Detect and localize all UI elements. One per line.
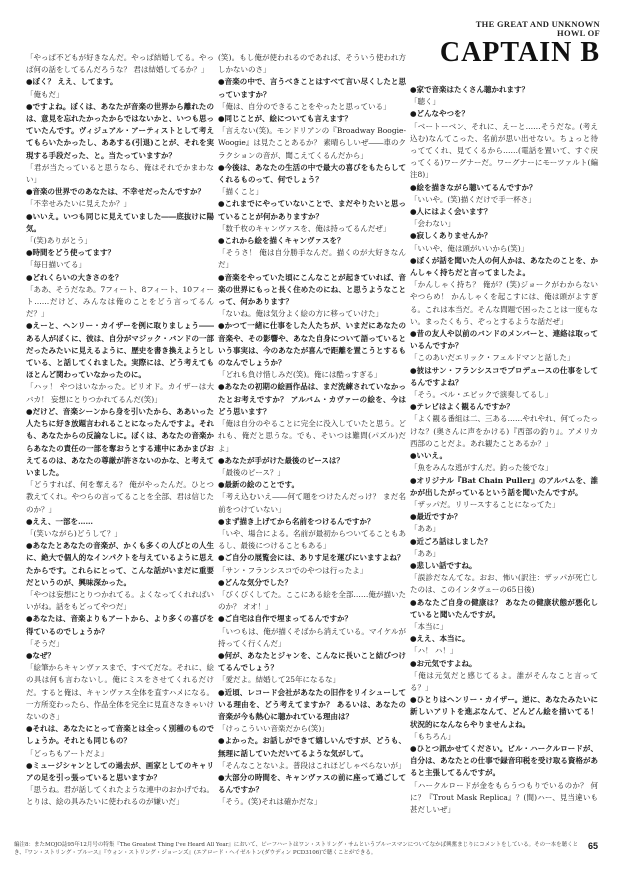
interview-answer: 「ベートーベン、それに、えーと……そうだな。(考え込む)なんてこった、名前が思い出せない。ちょっと待っててくれ、見てくるから……(電話を置いて、すぐ戻ってくる)ワーグナーだ。ワーグナーにモーツァルト(編注8)」 <box>410 121 598 180</box>
interview-answer: 「数千枚のキャンヴァスを、俺は持ってるんだぜ」 <box>218 223 391 233</box>
interview-question: ●近頃、レコード会社があなたの旧作をリイシューしている理由を、どう考えてますか？ あるいは、あなたの音楽が今も熱心に聴かれている理由は？ <box>218 687 406 721</box>
interview-answer: 「毎日描いてる」 <box>26 260 86 270</box>
interview-answer: 「どっちもアートだよ」 <box>26 748 109 758</box>
interview-answer: 「もちろん」 <box>410 731 455 741</box>
interview-question: ●ぼくが話を聞いた人の何人かは、あなたのことを、かんしゃく持ちだと言ってましたよ。 <box>410 255 598 278</box>
interview-question: ●時間をどう使ってます？ <box>26 248 116 258</box>
interview-answer: 「いいや、俺は頭がいいから(笑)」 <box>410 243 529 253</box>
interview-answer: 「ハ！ ハ！」 <box>410 646 458 656</box>
interview-answer: 「ハッ！ やつはいなかった。ピリオド。カイザーは大バカ！ 妄想にとりつかれてるんだ(笑)」 <box>26 382 214 404</box>
interview-question: ●人にはよく会います？ <box>410 207 492 217</box>
interview-answer: 「よく観る番組は二、三ある……やれやれ、何てったっけな？(奥さんに声をかける)『西部の釣り』。アメリカ西部のことだよ。あれ観たことあるか？」 <box>410 414 598 448</box>
interview-answer: 「どれも負け惜しみだ(笑)。俺には酷っすぎる」 <box>218 370 382 380</box>
interview-question: ●どんなやつを？ <box>410 109 470 119</box>
captain-b-logo <box>412 20 600 76</box>
interview-answer: 「思うね。君が話してくれたような連中のおかげでね。とりは、絵の具みたいに使われるのが嫌いだ」 <box>26 785 214 807</box>
interview-answer: 「どうすれば、何を奪える？ 俺がやったんだ。ひとつ教えてくれ。やつらの言ってることを全部、君は信じたのか？」 <box>26 480 214 514</box>
interview-question: ●ご自宅は自作で埋まってるんですか？ <box>218 614 353 624</box>
interview-answer: 「愛だよ。結婚して25年になるな」 <box>218 675 341 685</box>
interview-answer: 「いいや。(笑)描くだけで手一杯さ」 <box>410 194 536 204</box>
interview-answer: 「ないね。俺は気分よく絵の方に移っていけた」 <box>218 309 383 319</box>
interview-question: ●昔の友人や以前のバンドのメンバーと、連絡は取っているんですか？ <box>410 329 598 351</box>
interview-question: ●どんな気分でした？ <box>218 577 293 587</box>
interview-question: ●彼はサン・フランシスコでプロデュースの仕事をしてるんですよね？ <box>410 365 598 387</box>
page-number: 65 <box>587 841 598 851</box>
interview-answer: 「(笑)ありがとう」 <box>26 236 92 246</box>
interview-question: ●ひとりはヘンリー・カイザー。逆に、あなたみたいに新しいアリトを進ぶなんて、どんどん絵を描いてる！ 状況的になんならやりませんよね。 <box>410 695 598 729</box>
interview-answer: 「このあいだエリック・フェルドマンと話した」 <box>410 353 575 363</box>
interview-answer: 「やっぱ不どもが好きなんだ。やっぱ結婚してる。やっぱ何の話をしてるんだろうな？ 君は結婚してるか？」 <box>26 53 214 75</box>
interview-question: ●これまでにやっていないことで、まだやりたいと思っていることが何かありますか？ <box>218 199 406 221</box>
interview-answer: 「(笑いながら)どうして？」 <box>26 528 122 538</box>
interview-answer: 「かんしゃく持ち？ 俺が？(笑)ジョークがわからないやつらめ！ かんしゃくを起こすには、俺は頭がよすぎる。これは本当だ。そんな問題で困ったことは一度もない。まったくもう、ぞっとするような話だぜ」 <box>410 280 598 326</box>
interview-question: ●ええ、本当に。 <box>410 634 470 644</box>
interview-question: ●いいえ。 <box>410 451 447 461</box>
interview-question: ●ですよね。ぼくは、あなたが音楽の世界から離れたのは、意見を忘れたかったからではないかと、いつも思っていたんです。ヴィジュアル・アーティストとして考えてもらいたかったし、ああする(引退)ことが、それを実現する手段だった、と。当たっていますか？ <box>26 101 214 160</box>
interview-answer: 「びくびくしてた。ここにある絵を全部……俺が描いたのか？ オオ！」 <box>218 589 406 612</box>
interview-answer: 「言えない(笑)。モンドリアンの『Broadway Boogie-Woogie』は見たことあるか？ 素晴らしいぜ――車のクラクションの音が、聞こえてくるんだから」 <box>218 126 406 160</box>
interview-answer: 「会わない」 <box>410 219 455 229</box>
interview-question: ●最近ですか？ <box>410 512 462 522</box>
interview-answer: 「魚をみんな逃がすんだ。釣った後でな」 <box>410 463 553 473</box>
interview-answer: 「そうだ」 <box>26 638 64 648</box>
interview-question: ●なぜ？ <box>26 650 56 660</box>
text-column-1 <box>26 52 214 832</box>
interview-question: ●まず描き上げてから名前をつけるんですか？ <box>218 516 375 526</box>
interview-answer: 「俺もだ」 <box>26 89 64 99</box>
interview-question: ●えーと、ヘンリー・カイザーを例に取りましょう――ある人がぼくに、彼は、自分がマジック・バンドの一部だったみたいに見えるように、歴史を書き換えようとしている、と話してくれました。実際には、どう考えてもほとんど関わっていなかったのに。 <box>26 321 214 380</box>
interview-question: ●テレビはよく観るんですか？ <box>410 402 514 412</box>
interview-question: ●それは、あなたにとって音楽とは全っく別種のものでしょうか。それとも同じもの？ <box>26 724 214 746</box>
interview-question: ●何が、あなたとジャンを、こんなに長いこと結びつけてるんでしょう？ <box>218 650 406 673</box>
interview-answer: 「ああ」 <box>410 524 440 534</box>
text-column-2 <box>218 52 406 832</box>
interview-answer: (笑)。もし俺が使われるのであれば、そういう使われ方しかないのさ」 <box>218 53 406 75</box>
interview-answer: 「そんなことないよ。普段はこれほどしゃべらないが」 <box>218 760 406 770</box>
interview-question: ●ええ、一部を…… <box>26 516 93 526</box>
interview-answer: 「絵筆からキャンヴァスまで、すべてだな。それに、絵の具は何も言わないし。俺にミスをさせてくれるだけだ。すると俺は、キャンヴァス全体を直すハメになる。一方所変わったら、作品全体を完全に見直さなきゃいけないのさ」 <box>26 663 214 721</box>
interview-question: ●あなたが手がけた最後のピースは？ <box>218 455 344 465</box>
interview-question: ●これから絵を描くキャンヴァスを？ <box>218 236 345 246</box>
interview-question: ●あなたご自身の健康は？ あなたの健康状態が悪化していると聞いたんですが。 <box>410 597 598 619</box>
interview-answer: 「サン・フランシスコでのやつは行ったよ」 <box>218 565 368 575</box>
interview-question: ●寂しくありませんか？ <box>410 231 492 241</box>
interview-question: ●音楽をやっていた頃にこんなことが起きていれば、音楽の世界にもっと長く住めたのにね、と思うようなことって、何かあります？ <box>218 272 406 307</box>
logo-title: CAPTAIN B <box>439 37 600 68</box>
interview-answer: 「そうさ！ 俺は自分勝手なんだ。描くのが大好きなんだ」 <box>218 248 406 270</box>
interview-question: ●大部分の時間を、キャンヴァスの前に座って過ごしてるんですか？ <box>218 772 406 795</box>
interview-answer: 「けっこういい音楽だから(笑)」 <box>218 724 329 734</box>
interview-question: ●どれくらいの大きさのを？ <box>26 272 123 282</box>
interview-answer: 「そう。(笑)それは確かだな」 <box>218 797 322 807</box>
interview-answer: 「やつは妄想にとりつかれてる。よくなってくれればいいがね。話をもどってやつだ」 <box>26 589 214 612</box>
interview-answer: 「不幸せみたいに見えたか？」 <box>26 199 131 209</box>
interview-answer: 「聴く」 <box>410 97 440 107</box>
interview-answer: 「誤診だなんてな。おお、怖い(訳注：ザッパが死亡したのは、このインタヴューの65日後) <box>410 573 598 595</box>
interview-answer: 「描くこと」 <box>218 187 263 197</box>
logo-subtitle-line2: HOWL OF <box>557 28 600 38</box>
interview-question: ●ご自分の展覧会には、ありす足を運びにいますよね？ <box>218 553 405 563</box>
interview-question: ●家で音楽はたくさん聴かれます？ <box>410 85 530 94</box>
interview-question: ●お元気ですよね。 <box>410 658 477 668</box>
interview-question: ●悲しい話ですね。 <box>410 560 477 570</box>
interview-answer: 「ああ、そうだなあ。7フィート、8フィート、10フィート……だけど、みんなは俺のことをどう言ってるんだ？」 <box>26 284 214 319</box>
interview-question: ●最新の絵のことです。 <box>218 480 299 490</box>
interview-answer: 「俺は元気だと感じてるよ。誰がそんなこと言ってる？」 <box>410 670 598 692</box>
interview-answer: 「本当に」 <box>410 621 448 631</box>
interview-question: ●あなたの初期の絵画作品は、まだ洗練されていなかったとお考えですか？ アルバム・カヴァーの絵を、今はどう思います？ <box>218 382 406 416</box>
interview-answer: 「いや、場合による。名前が最初からついてることもあるし、最後につけることもある」 <box>218 528 406 551</box>
interview-question: ●かつて一緒に仕事をした人たちが、いまだにあなたの音楽や、その影響や、あなた自身について語っているという事実は、今のあなたが喜んで距離を置こうとするものなんでしょうか？ <box>218 321 406 368</box>
interview-answer: 「最後のピース？」 <box>218 467 285 477</box>
interview-answer: 「俺は自分のやることに完全に没入していたと思う。どれも、俺だと思うな。でも、そいつは難問(パズル)だよ」 <box>218 419 406 453</box>
interview-answer: 「ハークルロードが金をもらうつもりでいるのか？ 何に？『Trout Mask Replica』？(間)ハー、見当違いも甚だしいぜ」 <box>410 780 598 814</box>
interview-question: ●今後は、あなたの生活の中で最大の喜びをもたらしてくれるものって、何でしょう？ <box>218 162 406 185</box>
interview-question: ●ひとつ訊かせてください。ビル・ハークルロードが、自分は、あなたとの仕事で録音印税を受け取る資格があると主張してるんですが。 <box>410 743 598 778</box>
interview-question: ●あなたとあなたの音楽が、かくも多くの人びとの人生に、絶大で個人的なインパクトを与えているように思えたからです。これらにとって、こんな話がいまだに重要だというのが、興味深かった。 <box>26 541 214 587</box>
interview-answer: 「考え込むいえ――何て題をつけたんだっけ？ まだ名前をつけていない」 <box>218 492 406 514</box>
interview-question: ●ぼく？ ええ、してます。 <box>26 77 118 87</box>
interview-answer: 「俺は、自分のできることをやったと思っている」 <box>218 101 391 111</box>
interview-question: ●同じことが、絵についても言えます？ <box>218 114 352 124</box>
interview-answer: 「君が当たっていると思うなら、俺はそれでかまわない」 <box>26 162 214 185</box>
interview-answer: 「ザッパだ。リリースすることになってた」 <box>410 499 560 509</box>
interview-answer: 「いつもは、俺が描くそばから消えている。マイケルが持ってく行くんだ」 <box>218 626 406 648</box>
interview-question: ●音楽の世界でのあなたは、不幸せだったんですか？ <box>26 187 206 197</box>
text-column-3 <box>410 84 598 834</box>
interview-question: ●あなたは、音楽よりもアートから、より多くの喜びを得ているのでしょうか？ <box>26 614 214 636</box>
interview-question: ●絵を描きながら聴いてるんですか？ <box>410 182 537 192</box>
interview-question: ●近ごろ話はしました？ <box>410 536 492 546</box>
interview-question: ●ミュージシャンとしての過去が、画家としてのキャリアの足を引っ張っていると思いますか？ <box>26 760 214 782</box>
logo-subtitle-line1: THE GREAT AND UNKNOWN <box>475 19 600 29</box>
interview-question: ●よかった。お話しができて嬉しいんですが、どうも、無理に話していただいてるような気がして。 <box>218 736 406 758</box>
interview-answer: 「ああ」 <box>410 548 440 558</box>
interview-question: ●いいえ。いつも同じに見えていました――底抜けに陽気。 <box>26 211 214 233</box>
interview-question: ●だけど、音楽シーンから身を引いたから、ああいった人たちに好き放題言われることになったんですよ。それも、あなたからの反論なしに。ぼくは、あなたの音楽からあなたの責任の一部を奪おうとする連中にあかまびおえてるのは、あなたの尊厳が許さないのかな、と考えていました。 <box>26 406 214 477</box>
interview-question: ●オリジナル『Bat Chain Puller』のアルバムを、誰かが出したがっているという話を聞いたんですが。 <box>410 475 598 497</box>
interview-question: ●音楽の中で、言うべきことはすべて言い尽くしたと思っていますか？ <box>218 77 406 99</box>
interview-answer: 「そう。ベル・エピックで演奏してるし」 <box>410 390 553 400</box>
footnote: 編注8：またMOJO誌95年12月号の特集『The Greatest Thing I've Heard All Year』において、ビーフハートはワン・ストリング・サムというブルースマンについてなかば興奮まじりにコメントをしている。その一本を聴くとき、『ワン・ストリング・ブルース』『ウォン・ストリング・ジョーンズ』(エアロード・ヘイゼルトン(ダウディン PCD3106)で聴くことができる。 <box>14 842 579 856</box>
